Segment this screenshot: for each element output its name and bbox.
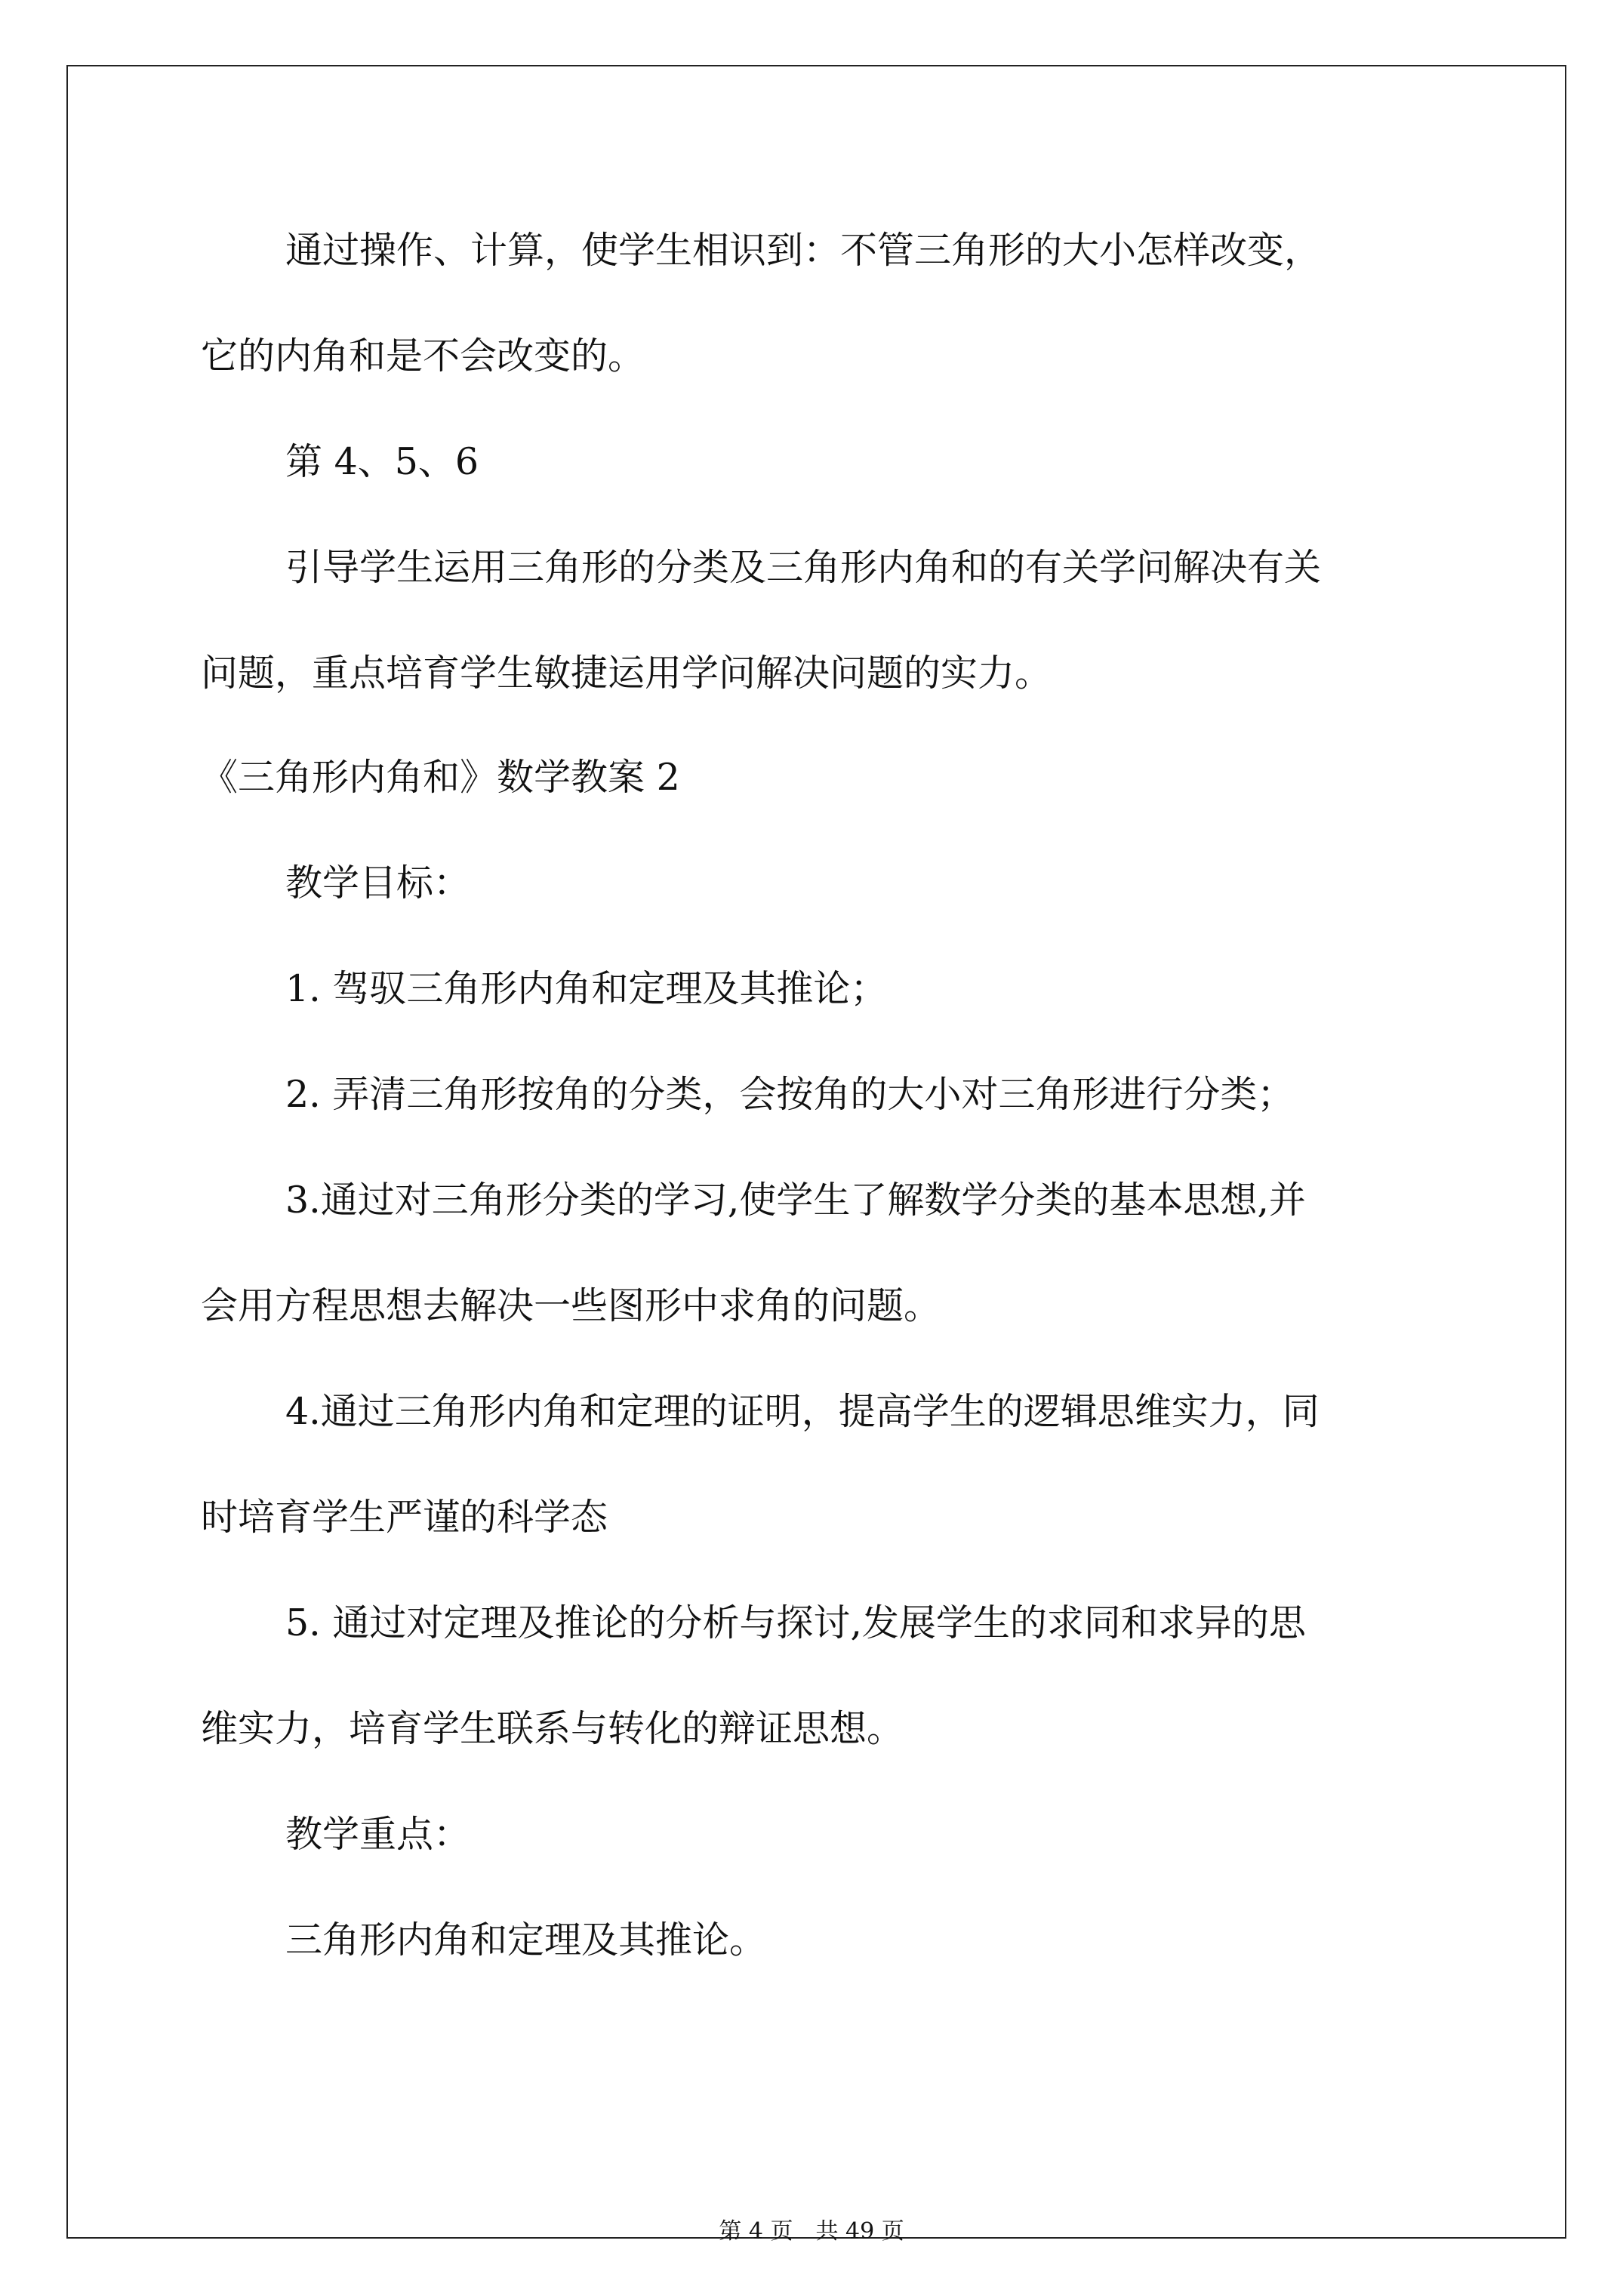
list-item-continuation: 维实力，培育学生联系与转化的辩证思想。 bbox=[201, 1707, 904, 1750]
list-item-continuation: 时培育学生严谨的科学态 bbox=[201, 1496, 608, 1539]
list-item-continuation: 会用方程思想去解决一些图形中求角的问题。 bbox=[201, 1284, 941, 1327]
list-item: 4.通过三角形内角和定理的证明，提高学生的逻辑思维实力，同 bbox=[285, 1390, 1320, 1433]
section-label: 第 4、5、6 bbox=[285, 440, 479, 483]
paragraph-line: 通过操作、计算，使学生相识到：不管三角形的大小怎样改变， bbox=[285, 229, 1322, 272]
list-item: 1. 驾驭三角形内角和定理及其推论； bbox=[285, 967, 888, 1010]
list-item: 3.通过对三角形分类的学习,使学生了解数学分类的基本思想,并 bbox=[285, 1179, 1306, 1222]
list-item: 5. 通过对定理及推论的分析与探讨,发展学生的求同和求异的思 bbox=[285, 1601, 1306, 1644]
paragraph-line: 问题，重点培育学生敏捷运用学问解决问题的实力。 bbox=[201, 652, 1052, 695]
section-heading-objectives: 教学目标： bbox=[285, 861, 471, 905]
page-border bbox=[66, 65, 1566, 2239]
paragraph-line: 它的内角和是不会改变的。 bbox=[201, 334, 645, 378]
paragraph-line: 引导学生运用三角形的分类及三角形内角和的有关学问解决有关 bbox=[285, 546, 1322, 589]
paragraph-line: 三角形内角和定理及其推论。 bbox=[285, 1918, 767, 1962]
document-heading: 《三角形内角和》数学教案 2 bbox=[201, 756, 680, 799]
section-heading-key-points: 教学重点： bbox=[285, 1813, 471, 1856]
page-number-footer: 第 4 页 共 49 页 bbox=[719, 2218, 904, 2245]
list-item: 2. 弄清三角形按角的分类，会按角的大小对三角形进行分类； bbox=[285, 1073, 1295, 1116]
